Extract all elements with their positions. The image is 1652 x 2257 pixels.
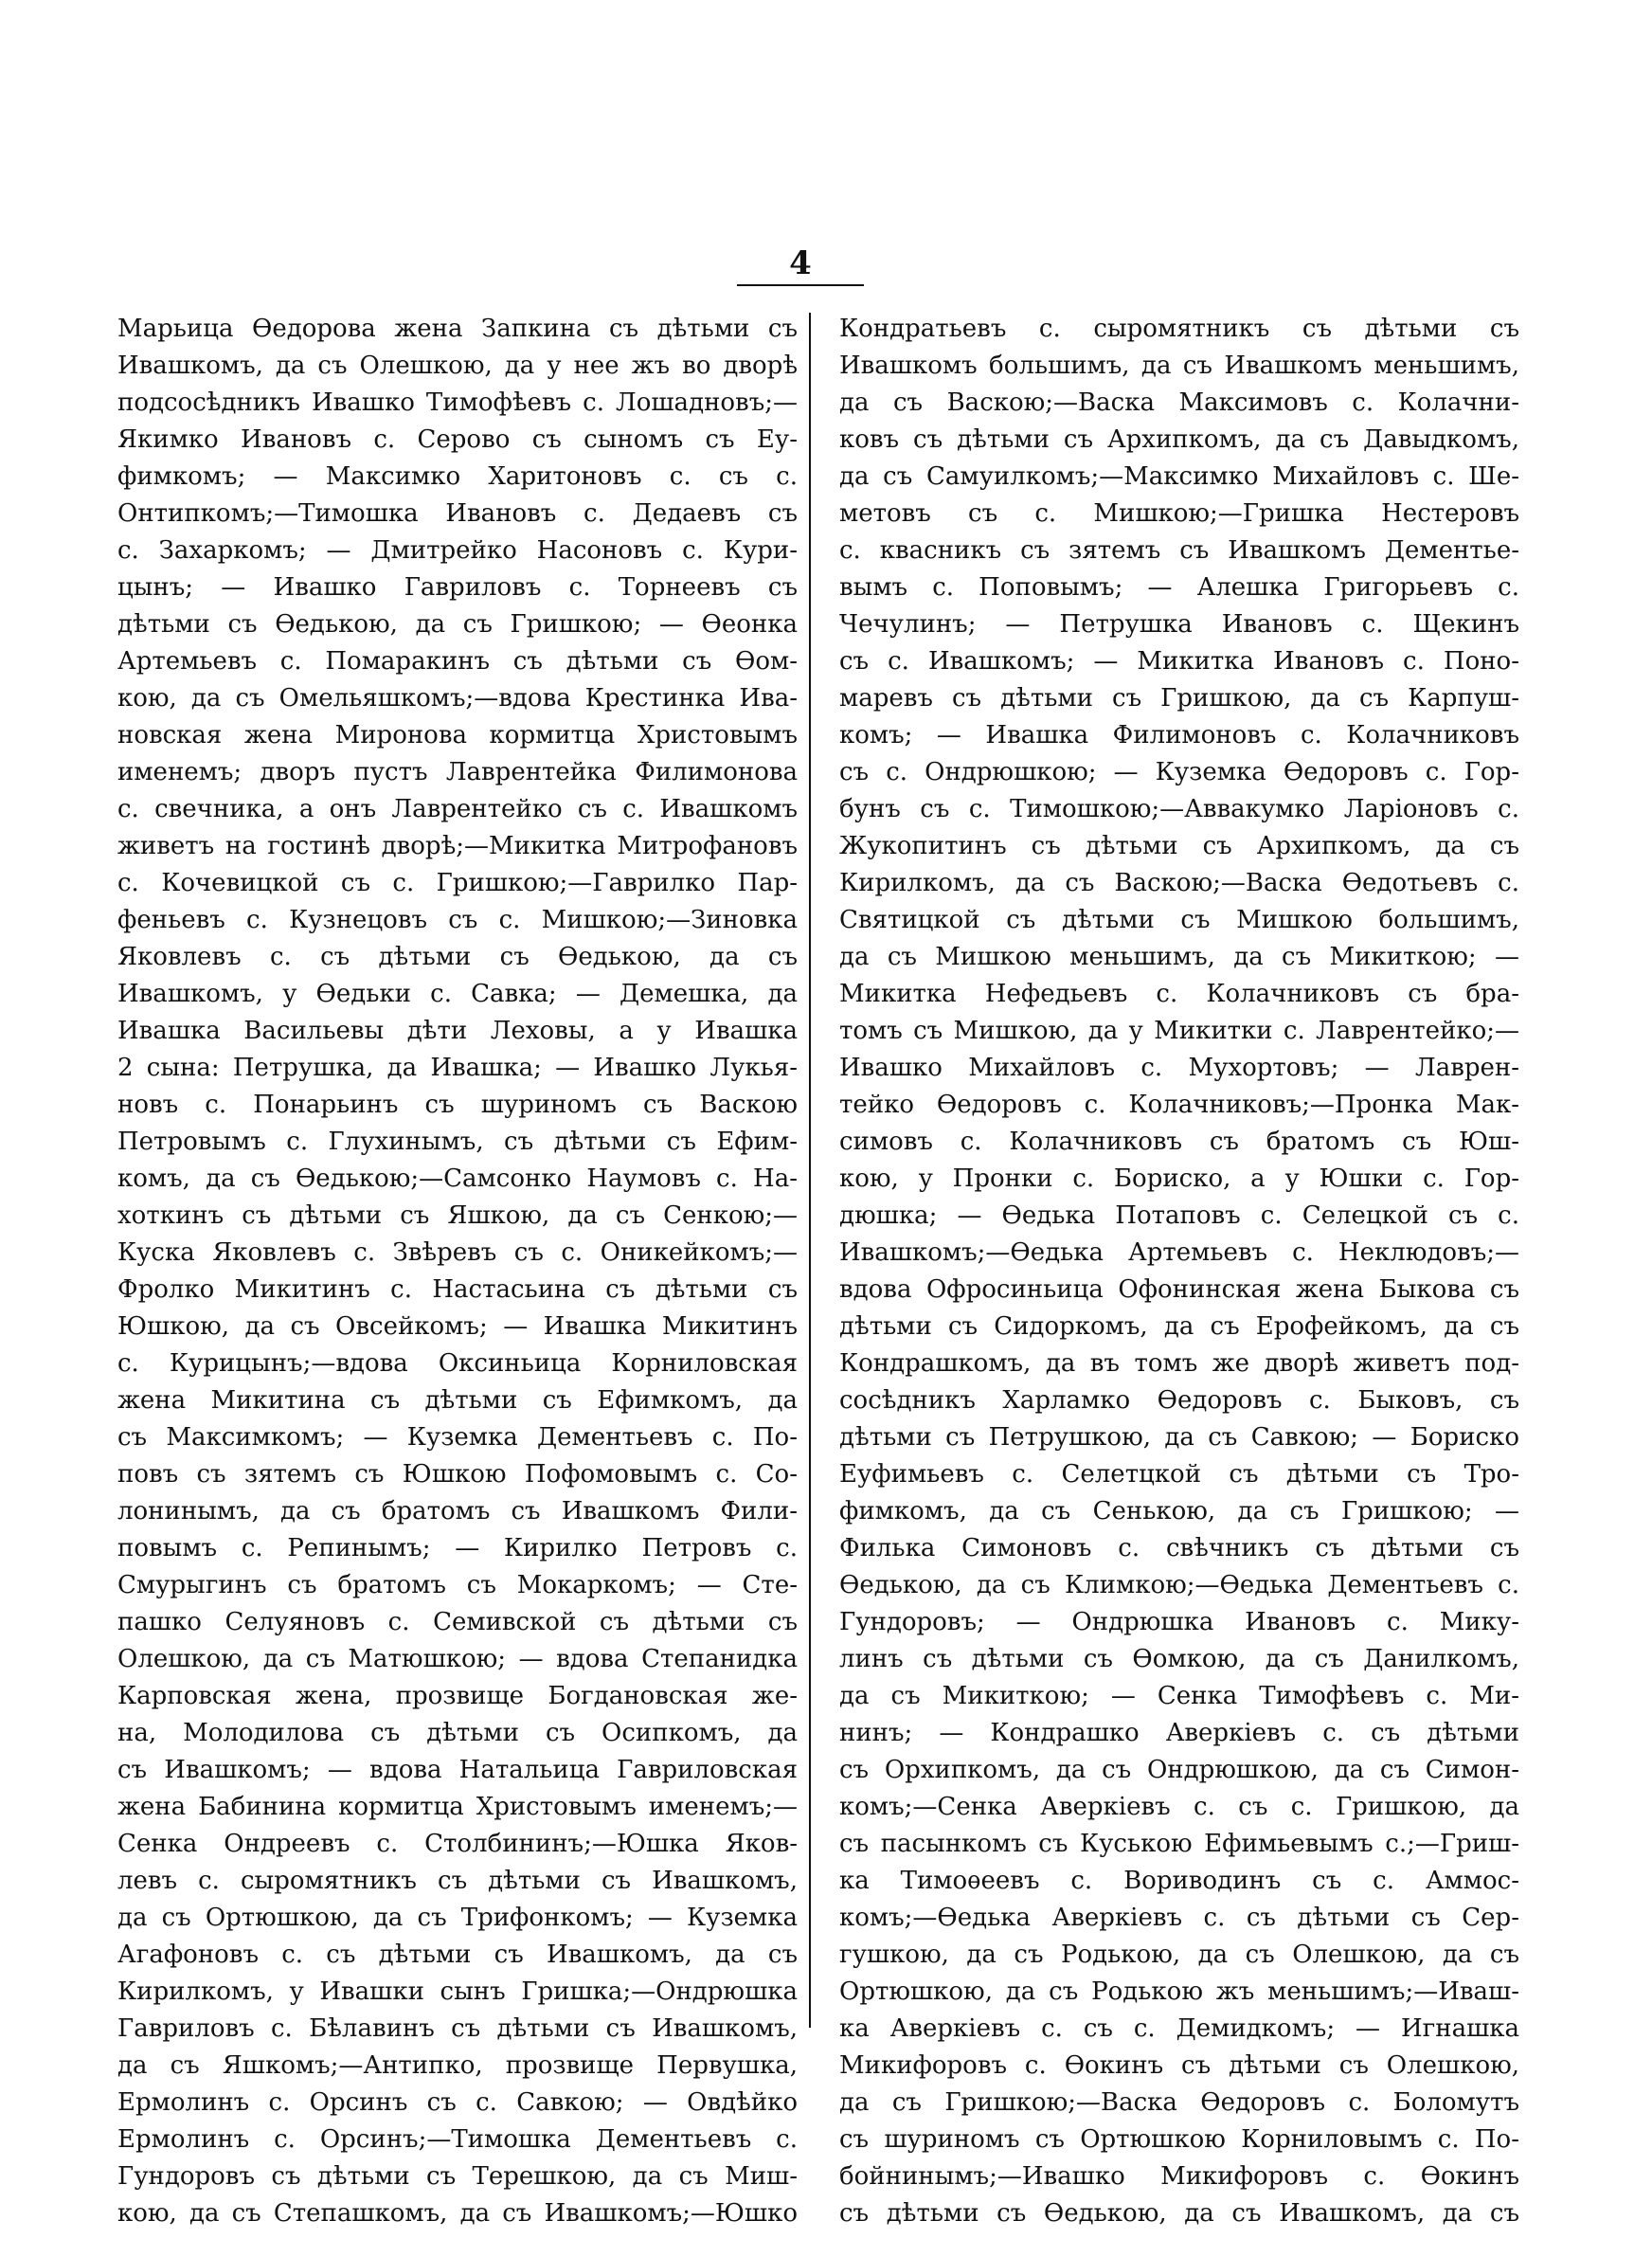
text-line: съ шуриномъ съ Ортюшкою Корниловымъ с. По- [839,2125,1519,2154]
text-line: с. Захаркомъ; — Дмитрейко Насоновъ с. Кури- [117,536,798,565]
text-line: Ивашкомъ;—Өедька Артемьевъ с. Неклюдовъ;— [839,1238,1519,1267]
text-line: съ пасынкомъ съ Куською Ефимьевымъ с.;—Гриш- [839,1830,1519,1858]
text-line: пашко Селуяновъ с. Семивской съ дѣтьми съ [117,1608,798,1636]
text-line: Сенка Ондреевъ с. Столбининъ;—Юшка Яков- [117,1830,798,1858]
text-line: новская жена Миронова кормитца Христовымъ [117,721,798,749]
text-line: на, Молодилова съ дѣтьми съ Осипкомъ, да [117,1719,798,1747]
text-line: да съ Самуилкомъ;—Максимко Михайловъ с. Ше- [839,462,1519,491]
text-line: Кирилкомъ, да съ Васкою;—Васка Өедотьевъ с. [839,869,1519,897]
text-line: да съ Мишкою меньшимъ, да съ Микиткою; — [839,943,1519,971]
text-line: метовъ съ с. Мишкою;—Гришка Нестеровъ [839,499,1519,528]
text-line: фимкомъ; — Максимко Харитоновъ с. съ с. [117,462,798,491]
text-line: съ Орхипкомъ, да съ Ондрюшкою, да съ Симон- [839,1756,1519,1784]
text-line: Гавриловъ с. Бѣлавинъ съ дѣтьми съ Ивашкомъ, [117,2014,798,2043]
text-line: Артемьевъ с. Помаракинъ съ дѣтьми съ Өом- [117,647,798,676]
text-line: Гундоровъ; — Ондрюшка Ивановъ с. Мику- [839,1608,1519,1636]
text-line: комъ; — Ивашка Филимоновъ с. Колачниковъ [839,721,1519,749]
text-line: 2 сына: Петрушка, да Ивашка; — Ивашко Лукья- [117,1054,798,1082]
text-line: ковъ съ дѣтьми съ Архипкомъ, да съ Давыдкомъ, [839,425,1519,454]
header-rule [737,284,864,286]
text-line: Микифоровъ с. Өокинъ съ дѣтьми съ Олешкою, [839,2051,1519,2080]
text-line: с. Курицынъ;—вдова Оксиньица Корниловская [117,1349,798,1378]
text-line: сосѣдникъ Харламко Өедоровъ с. Быковъ, съ [839,1386,1519,1415]
text-line: фимкомъ, да съ Сенькою, да съ Гришкою; — [839,1497,1519,1526]
text-line: дюшка; — Өедька Потаповъ с. Селецкой съ с. [839,1201,1519,1230]
text-line: левъ с. сыромятникъ съ дѣтьми съ Ивашкомъ, [117,1867,798,1895]
text-line: Чечулинъ; — Петрушка Ивановъ с. Щекинъ [839,610,1519,639]
text-line: Онтипкомъ;—Тимошка Ивановъ с. Дедаевъ съ [117,499,798,528]
text-line: съ Максимкомъ; — Куземка Дементьевъ с. По- [117,1423,798,1452]
text-line: комъ, да съ Өедькою;—Самсонко Наумовъ с. На- [117,1165,798,1193]
text-line: Ермолинъ с. Орсинъ съ с. Савкою; — Овдѣйко [117,2088,798,2117]
text-line: гушкою, да съ Родькою, да съ Олешкою, да съ [839,1941,1519,1969]
text-line: Петровымъ с. Глухинымъ, съ дѣтьми съ Ефим- [117,1128,798,1156]
text-line: живетъ на гостинѣ дворѣ;—Микитка Митрофановъ [117,832,798,860]
text-line: да съ Ортюшкою, да съ Трифонкомъ; — Куземка [117,1904,798,1932]
text-line: Святицкой съ дѣтьми съ Мишкою большимъ, [839,906,1519,934]
text-line: Олешкою, да съ Матюшкою; — вдова Степанидка [117,1645,798,1673]
text-line: дѣтьми съ Өедькою, да съ Гришкою; — Өеонка [117,610,798,639]
text-line: Ивашкомъ, у Өедьки с. Савка; — Демешка, да [117,980,798,1008]
left-column [117,311,798,2228]
text-line: Якимко Ивановъ с. Серово съ сыномъ съ Еу- [117,425,798,454]
text-line: хоткинъ съ дѣтьми съ Яшкою, да съ Сенкою;— [117,1201,798,1230]
text-line: повъ съ зятемъ съ Юшкою Пофомовымъ с. Со- [117,1460,798,1489]
column-divider [809,313,811,2028]
text-line: Ивашка Васильевы дѣти Леховы, а у Ивашка [117,1017,798,1045]
text-line: Жукопитинъ съ дѣтьми съ Архипкомъ, да съ [839,832,1519,860]
text-line: Карповская жена, прозвище Богдановская же- [117,1682,798,1710]
text-line: тейко Өедоровъ с. Колачниковъ;—Пронка Мак- [839,1091,1519,1119]
text-line: новъ с. Понарьинъ съ шуриномъ съ Васкою [117,1091,798,1119]
text-line: Куска Яковлевъ с. Звѣревъ съ с. Оникейкомъ;— [117,1238,798,1267]
text-line: съ с. Ивашкомъ; — Микитка Ивановъ с. Поно- [839,647,1519,676]
text-line: Агафоновъ с. съ дѣтьми съ Ивашкомъ, да съ [117,1941,798,1969]
text-line: съ дѣтьми съ Өедькою, да съ Ивашкомъ, да съ [839,2199,1519,2228]
text-line: маревъ съ дѣтьми съ Гришкою, да съ Карпуш- [839,684,1519,713]
text-line: с. свечника, а онъ Лаврентейко съ с. Ивашкомъ [117,795,798,823]
text-line: бойнинымъ;—Ивашко Микифоровъ с. Өокинъ [839,2162,1519,2191]
text-line: Марьица Өедорова жена Запкина съ дѣтьми съ [117,315,798,343]
text-line: комъ;—Сенка Аверкіевъ с. съ с. Гришкою, да [839,1793,1519,1821]
text-line: цынъ; — Ивашко Гавриловъ с. Торнеевъ съ [117,573,798,602]
text-line: бунъ съ с. Тимошкою;—Аввакумко Ларіоновъ с. [839,795,1519,823]
text-line: Ермолинъ с. Орсинъ;—Тимошка Дементьевъ с. [117,2125,798,2154]
text-line: дѣтьми съ Сидоркомъ, да съ Ерофейкомъ, да съ [839,1312,1519,1341]
text-line: Ортюшкою, да съ Родькою жъ меньшимъ;—Иваш- [839,1977,1519,2006]
text-line: томъ съ Мишкою, да у Микитки с. Лаврентейко;— [839,1017,1519,1045]
text-line: Фролко Микитинъ с. Настасьина съ дѣтьми съ [117,1275,798,1304]
text-line: линъ съ дѣтьми съ Өомкою, да съ Данилкомъ, [839,1645,1519,1673]
text-line: с. квасникъ съ зятемъ съ Ивашкомъ Дементье- [839,536,1519,565]
text-line: Кирилкомъ, у Ивашки сынъ Гришка;—Ондрюшка [117,1977,798,2006]
text-line: Ивашкомъ, да съ Олешкою, да у нее жъ во дворѣ [117,352,798,380]
text-line: Кондратьевъ с. сыромятникъ съ дѣтьми съ [839,315,1519,343]
text-line: лонинымъ, да съ братомъ съ Ивашкомъ Фили- [117,1497,798,1526]
text-line: Ивашкомъ большимъ, да съ Ивашкомъ меньшимъ, [839,352,1519,380]
text-line: кою, у Пронки с. Бориско, а у Юшки с. Гор- [839,1165,1519,1193]
page-number: 4 [789,244,812,282]
text-line: да съ Яшкомъ;—Антипко, прозвище Первушка, [117,2051,798,2080]
text-line: да съ Васкою;—Васка Максимовъ с. Колачни- [839,388,1519,417]
text-line: комъ;—Өедька Аверкіевъ с. съ дѣтьми съ Сер- [839,1904,1519,1932]
text-line: именемъ; дворъ пустъ Лаврентейка Филимонова [117,758,798,786]
text-line: жена Микитина съ дѣтьми съ Ефимкомъ, да [117,1386,798,1415]
text-line: ка Тимоѳеевъ с. Вориводинъ съ с. Аммос- [839,1867,1519,1895]
text-line: симовъ с. Колачниковъ съ братомъ съ Юш- [839,1128,1519,1156]
text-line: Еуфимьевъ с. Селетцкой съ дѣтьми съ Тро- [839,1460,1519,1489]
text-line: ка Аверкіевъ с. съ с. Демидкомъ; — Игнашка [839,2014,1519,2043]
text-line: Гундоровъ съ дѣтьми съ Терешкою, да съ Миш- [117,2162,798,2191]
text-line: феньевъ с. Кузнецовъ съ с. Мишкою;—Зиновка [117,906,798,934]
text-line: вдова Офросиньица Офонинская жена Быкова съ [839,1275,1519,1304]
text-line: Ивашко Михайловъ с. Мухортовъ; — Лаврен- [839,1054,1519,1082]
text-line: вымъ с. Поповымъ; — Алешка Григорьевъ с. [839,573,1519,602]
text-line: съ Ивашкомъ; — вдова Натальица Гавриловская [117,1756,798,1784]
text-line: съ с. Ондрюшкою; — Куземка Өедоровъ с. Гор- [839,758,1519,786]
text-line: Кондрашкомъ, да въ томъ же дворѣ живетъ под- [839,1349,1519,1378]
text-line: Микитка Нефедьевъ с. Колачниковъ съ бра- [839,980,1519,1008]
text-line: да съ Гришкою;—Васка Өедоровъ с. Боломутъ [839,2088,1519,2117]
text-line: жена Бабинина кормитца Христовымъ именемъ;— [117,1793,798,1821]
text-line: с. Кочевицкой съ с. Гришкою;—Гаврилко Пар- [117,869,798,897]
text-line: повымъ с. Репинымъ; — Кирилко Петровъ с. [117,1534,798,1562]
text-line: да съ Микиткою; — Сенка Тимофѣевъ с. Ми- [839,1682,1519,1710]
text-line: нинъ; — Кондрашко Аверкіевъ с. съ дѣтьми [839,1719,1519,1747]
text-line: Смурыгинъ съ братомъ съ Мокаркомъ; — Сте- [117,1571,798,1599]
text-line: подсосѣдникъ Ивашко Тимофѣевъ с. Лошадновъ;— [117,388,798,417]
text-line: кою, да съ Омельяшкомъ;—вдова Крестинка Ива- [117,684,798,713]
text-line: Өедькою, да съ Климкою;—Өедька Дементьевъ с. [839,1571,1519,1599]
text-line: Юшкою, да съ Овсейкомъ; — Ивашка Микитинъ [117,1312,798,1341]
text-line: дѣтьми съ Петрушкою, да съ Савкою; — Бориско [839,1423,1519,1452]
right-column [839,311,1519,2228]
text-line: Яковлевъ с. съ дѣтьми съ Өедькою, да съ [117,943,798,971]
text-line: Филька Симоновъ с. свѣчникъ съ дѣтьми съ [839,1534,1519,1562]
text-line: кою, да съ Степашкомъ, да съ Ивашкомъ;—Юшко [117,2199,798,2228]
